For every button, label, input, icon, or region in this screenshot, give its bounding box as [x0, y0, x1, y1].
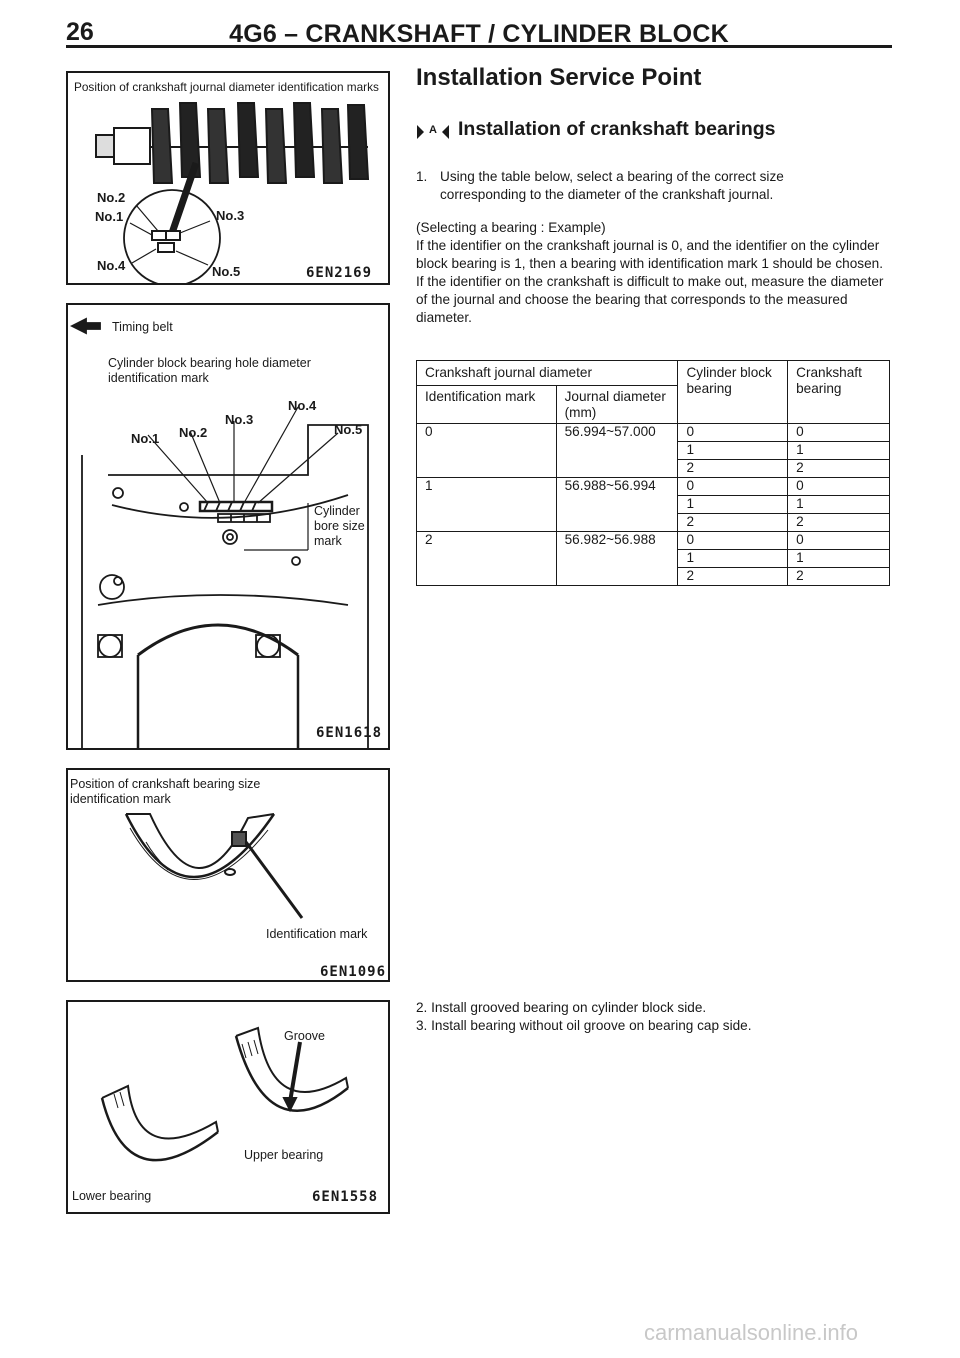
figure-caption: Position of crankshaft bearing size identification mark	[70, 777, 261, 806]
block-label-no1: No.1	[131, 431, 160, 446]
diameter-cell: 56.982~56.988	[556, 532, 678, 586]
crank-cell: 2	[788, 460, 890, 478]
measure-text: If the identifier on the crankshaft is difficult to make out, measure the diameter of the journal and choose the bearing that corresponds to the measured diameter.	[416, 274, 884, 325]
block-label-no2: No.2	[179, 425, 208, 440]
block-label-no3: No.3	[225, 412, 254, 427]
block-cell: 0	[678, 532, 788, 550]
figure-code: 6EN2169	[306, 265, 373, 281]
step-1	[416, 168, 896, 204]
identification-mark-label: Identification mark	[266, 927, 368, 941]
example-heading: (Selecting a bearing : Example)	[416, 220, 606, 235]
block-cell: 1	[678, 550, 788, 568]
table-row	[417, 424, 890, 442]
cylinder-bore-label: Cylinder bore size mark	[314, 504, 365, 548]
crank-cell: 1	[788, 496, 890, 514]
table-row	[417, 532, 890, 550]
crank-cell: 1	[788, 550, 890, 568]
block-cell: 2	[678, 514, 788, 532]
crank-cell: 0	[788, 424, 890, 442]
figure-caption: Cylinder block bearing hole diameter identification mark	[108, 356, 311, 385]
header-crankshaft-bearing: Crankshaft bearing	[788, 361, 890, 424]
crank-cell: 2	[788, 568, 890, 586]
block-cell: 2	[678, 568, 788, 586]
figure-upper-lower-bearings	[66, 1000, 390, 1214]
ident-cell: 1	[417, 478, 557, 532]
block-cell: 0	[678, 478, 788, 496]
block-cell: 1	[678, 496, 788, 514]
footer-watermark: carmanualsonline.info	[644, 1320, 859, 1345]
ident-cell: 0	[417, 424, 557, 478]
diameter-cell: 56.988~56.994	[556, 478, 678, 532]
crank-cell: 2	[788, 514, 890, 532]
page-title: 4G6 – CRANKSHAFT / CYLINDER BLOCK	[229, 20, 729, 48]
journal-label-no4: No.4	[97, 258, 126, 273]
service-point-marker-letter: A	[429, 124, 437, 136]
header-identification-mark: Identification mark	[417, 386, 557, 424]
journal-label-no1: No.1	[95, 209, 124, 224]
block-cell: 1	[678, 442, 788, 460]
page-header	[66, 18, 892, 48]
block-label-no4: No.4	[288, 398, 317, 413]
figure-cylinder-block-marks	[66, 303, 390, 750]
timing-belt-label: Timing belt	[112, 320, 173, 334]
figure-crankshaft-journal-marks	[66, 71, 390, 285]
table-row	[417, 478, 890, 496]
lower-bearing-label: Lower bearing	[72, 1189, 152, 1203]
crankshaft-illustration	[68, 73, 390, 285]
groove-label: Groove	[284, 1029, 325, 1043]
step-text: Using the table below, select a bearing of the correct size corresponding to the diameter of the crankshaft journal.	[440, 169, 784, 202]
ident-cell: 2	[417, 532, 557, 586]
example-block	[416, 219, 896, 327]
step-3: 3. Install bearing without oil groove on bearing cap side.	[416, 1018, 752, 1033]
journal-label-no3: No.3	[216, 208, 245, 223]
header-journal-diameter: Crankshaft journal diameter	[417, 361, 678, 386]
diameter-cell: 56.994~57.000	[556, 424, 678, 478]
steps-2-3	[416, 999, 896, 1035]
block-cell: 2	[678, 460, 788, 478]
block-cell: 0	[678, 424, 788, 442]
crank-cell: 0	[788, 478, 890, 496]
bearing-selection-table	[416, 360, 890, 586]
example-text: If the identifier on the crankshaft journal is 0, and the identifier on the cylinder block bearing is 1, then a bearing with identification mark 1 should be chosen.	[416, 238, 883, 271]
header-cylinder-block-bearing: Cylinder block bearing	[678, 361, 788, 424]
page-number: 26	[66, 18, 94, 46]
journal-label-no5: No.5	[212, 264, 241, 279]
block-label-no5: No.5	[334, 422, 363, 437]
subsection-title: Installation of crankshaft bearings	[458, 118, 776, 140]
step-number: 1.	[416, 169, 428, 184]
journal-label-no2: No.2	[97, 190, 126, 205]
figure-bearing-size-mark	[66, 768, 390, 982]
figure-caption: Position of crankshaft journal diameter identification marks	[74, 80, 379, 94]
figure-code: 6EN1618	[316, 725, 383, 741]
figure-code: 6EN1558	[312, 1189, 379, 1205]
step-2: 2. Install grooved bearing on cylinder block side.	[416, 1000, 707, 1015]
section-title: Installation Service Point	[416, 64, 702, 91]
bearings-illustration	[68, 1002, 390, 1214]
upper-bearing-label: Upper bearing	[244, 1148, 324, 1162]
crank-cell: 0	[788, 532, 890, 550]
header-journal-diameter-mm: Journal diameter (mm)	[556, 386, 678, 424]
crank-cell: 1	[788, 442, 890, 460]
figure-code: 6EN1096	[320, 964, 387, 980]
